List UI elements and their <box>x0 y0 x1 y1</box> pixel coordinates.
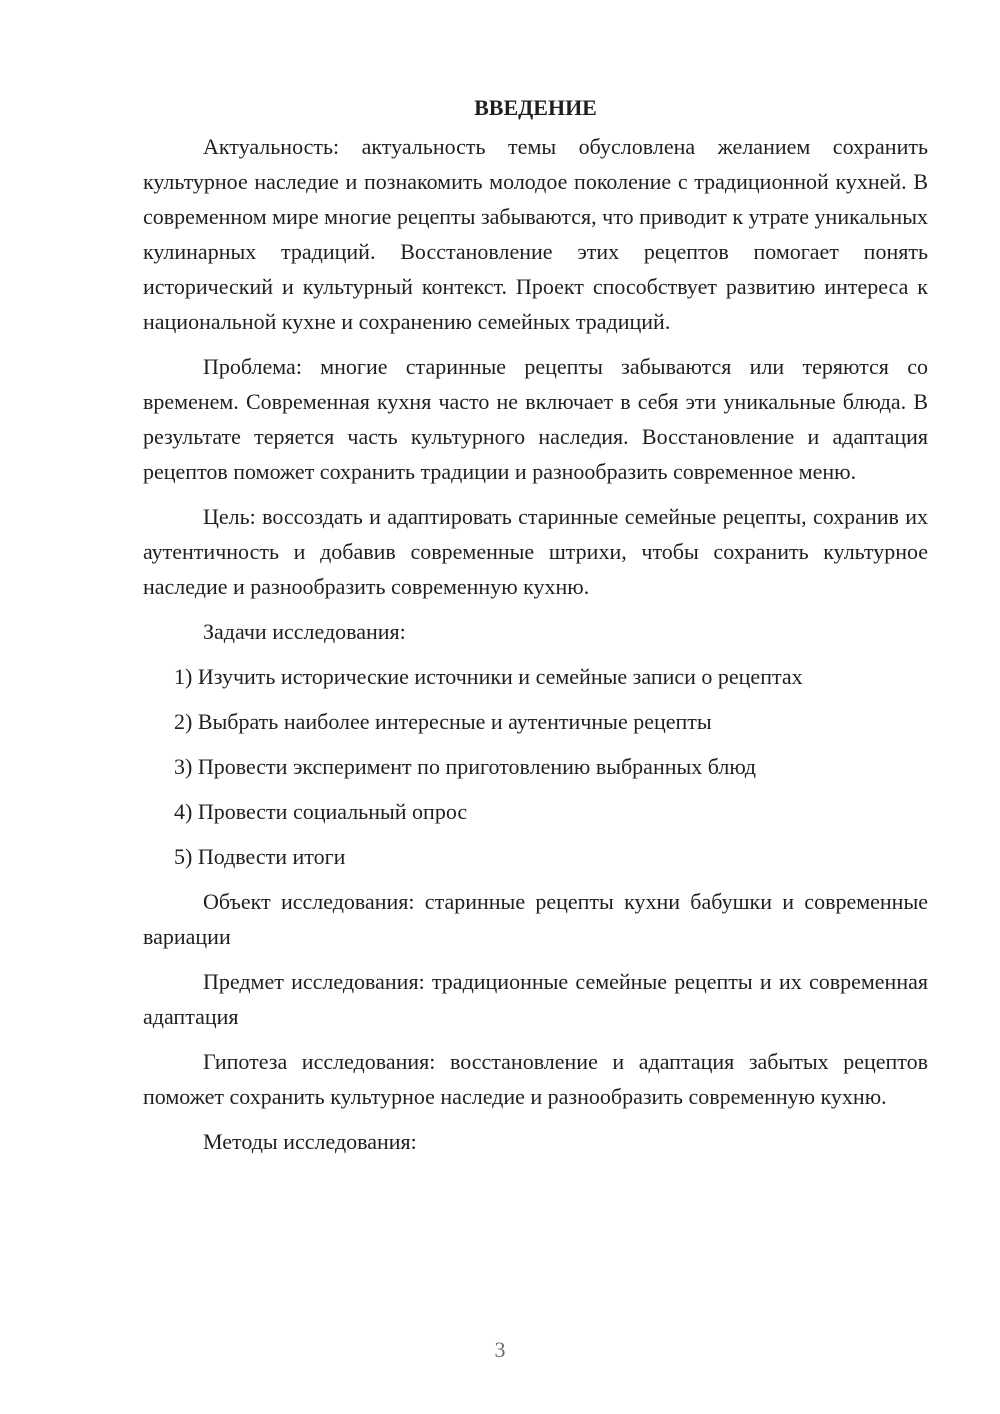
task-item-5: 5) Подвести итоги <box>174 844 346 869</box>
task-item-3: 3) Провести эксперимент по приготовлению выбранных блюд <box>174 754 756 779</box>
subject-paragraph: Предмет исследования: традиционные семейные рецепты и их современная адаптация <box>143 969 928 1029</box>
task-item-2: 2) Выбрать наиболее интересные и аутентичные рецепты <box>174 709 712 734</box>
task-item-1: 1) Изучить исторические источники и семейные записи о рецептах <box>174 664 803 689</box>
tasks-list <box>143 659 928 874</box>
problem-paragraph: Проблема: многие старинные рецепты забываются или теряются со временем. Современная кухня часто не включает в себя эти уникальные блюда. В результате теряется часть культурного наследия. Восстановление и адаптация рецептов поможет сохранить традиции и разнообразить современное меню. <box>143 354 928 484</box>
document-page <box>143 90 928 1169</box>
task-item-4: 4) Провести социальный опрос <box>174 799 468 824</box>
page-heading: ВВЕДЕНИЕ <box>474 95 597 120</box>
page-number: 3 <box>494 1337 506 1362</box>
tasks-title: Задачи исследования: <box>203 619 406 644</box>
goal-paragraph: Цель: воссоздать и адаптировать старинные семейные рецепты, сохранив их аутентичность и добавив современные штрихи, чтобы сохранить культурное наследие и разнообразить современную кухню. <box>143 504 928 599</box>
hypothesis-paragraph: Гипотеза исследования: восстановление и адаптация забытых рецептов поможет сохранить культурное наследие и разнообразить современную кухню. <box>143 1049 928 1109</box>
relevance-paragraph: Актуальность: актуальность темы обусловлена желанием сохранить культурное наследие и познакомить молодое поколение с традиционной кухней. В современном мире многие рецепты забываются, что приводит к утрате уникальных кулинарных традиций. Восстановление этих рецептов помогает понять исторический и культурный контекст. Проект способствует развитию интереса к национальной кухне и сохранению семейных традиций. <box>143 134 928 334</box>
methods-title: Методы исследования: <box>203 1129 417 1154</box>
object-paragraph: Объект исследования: старинные рецепты кухни бабушки и современные вариации <box>143 889 928 949</box>
